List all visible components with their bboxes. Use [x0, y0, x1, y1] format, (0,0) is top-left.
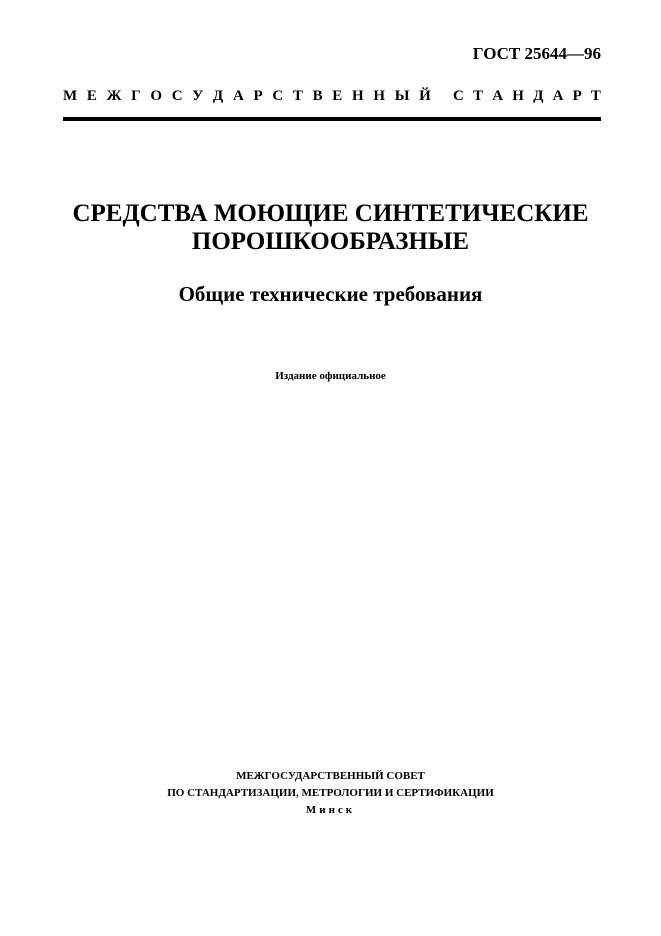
standard-type-heading: [63, 88, 601, 105]
heading-letter: Д: [533, 88, 544, 104]
heading-letter: О: [150, 88, 162, 104]
document-title-line-2: ПОРОШКООБРАЗНЫЕ: [191, 228, 470, 255]
document-title-line-1: СРЕДСТВА МОЮЩИЕ СИНТЕТИЧЕСКИЕ: [72, 200, 589, 227]
heading-letter: Р: [253, 88, 263, 104]
standard-type-word-standard: [453, 88, 601, 105]
heading-letter: А: [492, 88, 504, 104]
standard-type-word-interstate: [63, 88, 431, 105]
heading-letter: Ы: [394, 88, 410, 104]
heading-letter: С: [171, 88, 183, 104]
heading-letter: С: [453, 88, 464, 104]
publisher-block: [0, 768, 661, 819]
document-title: [0, 200, 661, 256]
heading-letter: Ж: [106, 88, 122, 104]
heading-letter: В: [312, 88, 323, 104]
heading-letter: С: [272, 88, 284, 104]
heading-letter: Й: [419, 88, 431, 104]
heading-letter: Н: [373, 88, 385, 104]
heading-letter: А: [552, 88, 564, 104]
heading-letter: Г: [131, 88, 141, 104]
publisher-line-1: МЕЖГОСУДАРСТВЕННЫЙ СОВЕТ: [236, 770, 425, 782]
heading-letter: М: [63, 88, 78, 104]
gost-number: ГОСТ 25644—96: [472, 44, 601, 63]
heading-letter: У: [192, 88, 204, 104]
document-subtitle: Общие технические требования: [178, 282, 483, 306]
heading-letter: Д: [212, 88, 224, 104]
publisher-city: Минск: [305, 804, 356, 816]
heading-letter: Н: [351, 88, 364, 104]
publisher-line-2: ПО СТАНДАРТИЗАЦИИ, МЕТРОЛОГИИ И СЕРТИФИКАЦИИ: [167, 787, 494, 799]
header-rule: [63, 117, 601, 121]
heading-letter: Н: [512, 88, 524, 104]
heading-letter: Т: [590, 88, 601, 104]
heading-letter: Т: [473, 88, 484, 104]
heading-letter: Е: [86, 88, 97, 104]
heading-letter: А: [232, 88, 244, 104]
heading-letter: Т: [292, 88, 303, 104]
heading-letter: Р: [572, 88, 582, 104]
heading-letter: Е: [332, 88, 343, 104]
edition-note: Издание официальное: [275, 370, 386, 382]
